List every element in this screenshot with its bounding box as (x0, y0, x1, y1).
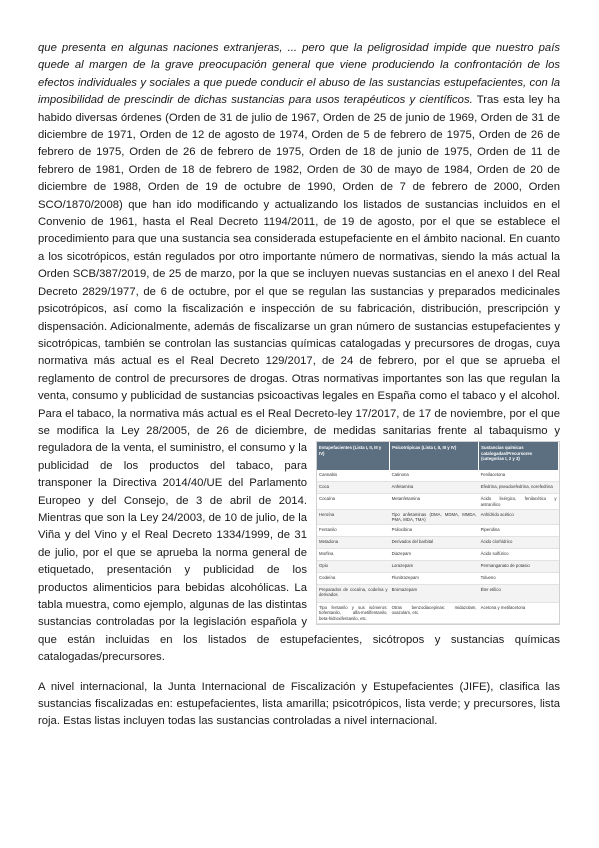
table-cell: Otras benzodiacepinas: midazolam, oxazolam, etc. (390, 603, 479, 624)
table-row (317, 603, 559, 624)
table-cell: Cannabis (317, 470, 390, 482)
table-cell: Ácido lisérgico, fenilacético y antranílico (479, 494, 559, 509)
table-cell: Cocaína (317, 494, 390, 509)
table-cell: Lorazepam (390, 561, 479, 573)
table-row (317, 573, 559, 585)
table-cell: Fentanilo (317, 525, 390, 537)
main-paragraph (38, 40, 560, 667)
table-cell: Efedrina, pseudoefedrina, norefedrina (479, 482, 559, 494)
table-cell: Piperidina (479, 525, 559, 537)
table-row (317, 509, 559, 524)
table-cell: Bromazepam (390, 585, 479, 603)
substances-table-image (316, 441, 560, 624)
table-cell: Tipo fentanilo y sus isómeros: tiofentanilo, alfa-metilfentanilo, beta-hidroxifentanilo, etc. (317, 603, 390, 624)
table-header-cell: Psicotrópicas (Lista I, II, III y IV) (390, 442, 479, 470)
table-cell: Ácido sulfúrico (479, 549, 559, 561)
table-cell: Catinona (390, 470, 479, 482)
table-cell: Psilocibina (390, 525, 479, 537)
table-cell: Derivados del barbital (390, 537, 479, 549)
table-cell: Diazepam (390, 549, 479, 561)
table-row (317, 482, 559, 494)
quoted-text: que presenta en algunas naciones extranjeras, ... pero que la peligrosidad impide que nuestro país quede al margen de la grave preocupación general que viene produciendo la confrontación de los efectos individuales y sociales a que puede conducir el abuso de las sustancias estupefacientes, con la imposibilidad de prescindir de dichas sustancias para usos terapéuticos y científicos. (38, 42, 560, 107)
substances-table (317, 442, 559, 623)
table-cell: Permanganato de potasio (479, 561, 559, 573)
table-cell: Flunitrazepam (390, 573, 479, 585)
table-cell: Anfetamina (390, 482, 479, 494)
table-cell: Heroína (317, 509, 390, 524)
second-paragraph: A nivel internacional, la Junta Internacional de Fiscalización y Estupefacientes (JIFE), clasifica las sustancias fiscalizadas en: estupefacientes, lista amarilla; psicotrópicos, lista verde; y precursores, lista roja. Estas listas incluyen todas las sustancias controladas a nivel internacional. (38, 680, 560, 728)
table-header-cell: Sustancias químicas catalogadas/Precursores (categorías I, 2 y 3) (479, 442, 559, 470)
table-cell: Éter etílico (479, 585, 559, 603)
table-row (317, 537, 559, 549)
table-row (317, 525, 559, 537)
table-cell: Anhídrido acético (479, 509, 559, 524)
table-row (317, 585, 559, 603)
table-cell: Acetona y metilacetona (479, 603, 559, 624)
table-row (317, 470, 559, 482)
table-cell: Tipo anfetaminas (DMA, MDMA, MMDA, PMA, MDA, TMA) (390, 509, 479, 524)
table-cell: Opio (317, 561, 390, 573)
table-row (317, 494, 559, 509)
table-cell: Ácido clorhídrico (479, 537, 559, 549)
table-cell: Tolueno (479, 573, 559, 585)
table-row (317, 561, 559, 573)
table-cell: Fenilacetona (479, 470, 559, 482)
table-cell: Codeína (317, 573, 390, 585)
table-cell: Metadona (317, 537, 390, 549)
table-cell: Coca (317, 482, 390, 494)
table-cell: Morfina (317, 549, 390, 561)
document-page (38, 40, 560, 731)
paragraph-continuation: el suministro, el consumo y la publicidad de los productos del tabaco, para transponer la Directiva 2014/40/UE del Parlamento Europeo y del Consejo, de 3 de abril de 2014. Mientras que son la Ley 24/2003, de 10 de julio, de la Viña y del Vino y el Real Decreto 1334/1999, de 31 de julio, por el que se aprueba la norma general de etiquetado, presentación y publicidad de los productos alimenticios para bebidas alcohólicas. La tabla muestra, como ejemplo, algunas de las distintas sustancias controladas por la legislación española y que están incluidas en los listados de estupefacientes, sicótropos y sustancias químicas catalogadas/precursores. (38, 442, 560, 664)
table-row (317, 549, 559, 561)
table-cell: Metanfetamina (390, 494, 479, 509)
table-cell: Preparados de cocaína, codeína y derivados (317, 585, 390, 603)
table-header-row (317, 442, 559, 470)
figure-anchor: Tras esta ley ha habido diversas órdenes (Orden de 31 de julio de 1967, Orden de 25 de junio de 1969, Orden de 31 de diciembre de 1971, Orden de 12 de agosto de 1974, Orden de 5 de febrero de 1975, Orden de 26 de febrero de 1975, Orden de 26 de febrero de 1975, Orden de 18 de junio de 1975, Orden de 11 de febrero de 1981, Orden de 18 de febrero de 1982, Orden de 30 de mayo de 1984, Orden de 20 de diciembre de 1988, Orden de 19 de octubre de 1990, Orden de 7 de febrero de 2000, Orden SCO/1870/2008) que han ido modificando y actualizando los listados de sustancias incluidos en el Convenio de 1961, hasta el Real Decreto 1194/2011, de 19 de agosto, por el que se establece el procedimiento para que una sustancia sea considerada estupefaciente en el ámbito nacional. En cuanto a los sicotrópicos, están regulados por otro importante número de normativas, siendo la más actual la Orden SCB/387/2019, de 25 de marzo, por la que se incluyen nuevas sustancias en el anexo I del Real Decreto 2829/1977, de 6 de octubre, por el que se regulan las sustancias y preparados medicinales psicotrópicos, así como la fiscalización e inspección de su fabricación, distribución, prescripción y dispensación. Adicionalmente, además de fiscalizarse un gran número de sustancias estupefacientes y sicotrópicas, también se controlan las sustancias químicas catalogadas y precursores de drogas, cuya normativa más actual es el Real Decreto 129/2017, de 24 de febrero, por el que se aprueba el reglamento de control de precursores de drogas. Otras normativas importantes son las que regulan la venta, consumo y publicidad de sustancias psicoactivas legales en España como el tabaco y el alcohol. Para el tabaco, la normativa más actual es el Real Decreto-ley 17/2017, de 17 de noviembre, por el que se modifica la Ley 28/2005, de 26 de diciembre, de medidas sanitarias frente al tabaquismo y reguladora de la venta, (38, 94, 560, 455)
table-header-cell: Estupefacientes (Lista I, II, III y IV) (317, 442, 390, 470)
